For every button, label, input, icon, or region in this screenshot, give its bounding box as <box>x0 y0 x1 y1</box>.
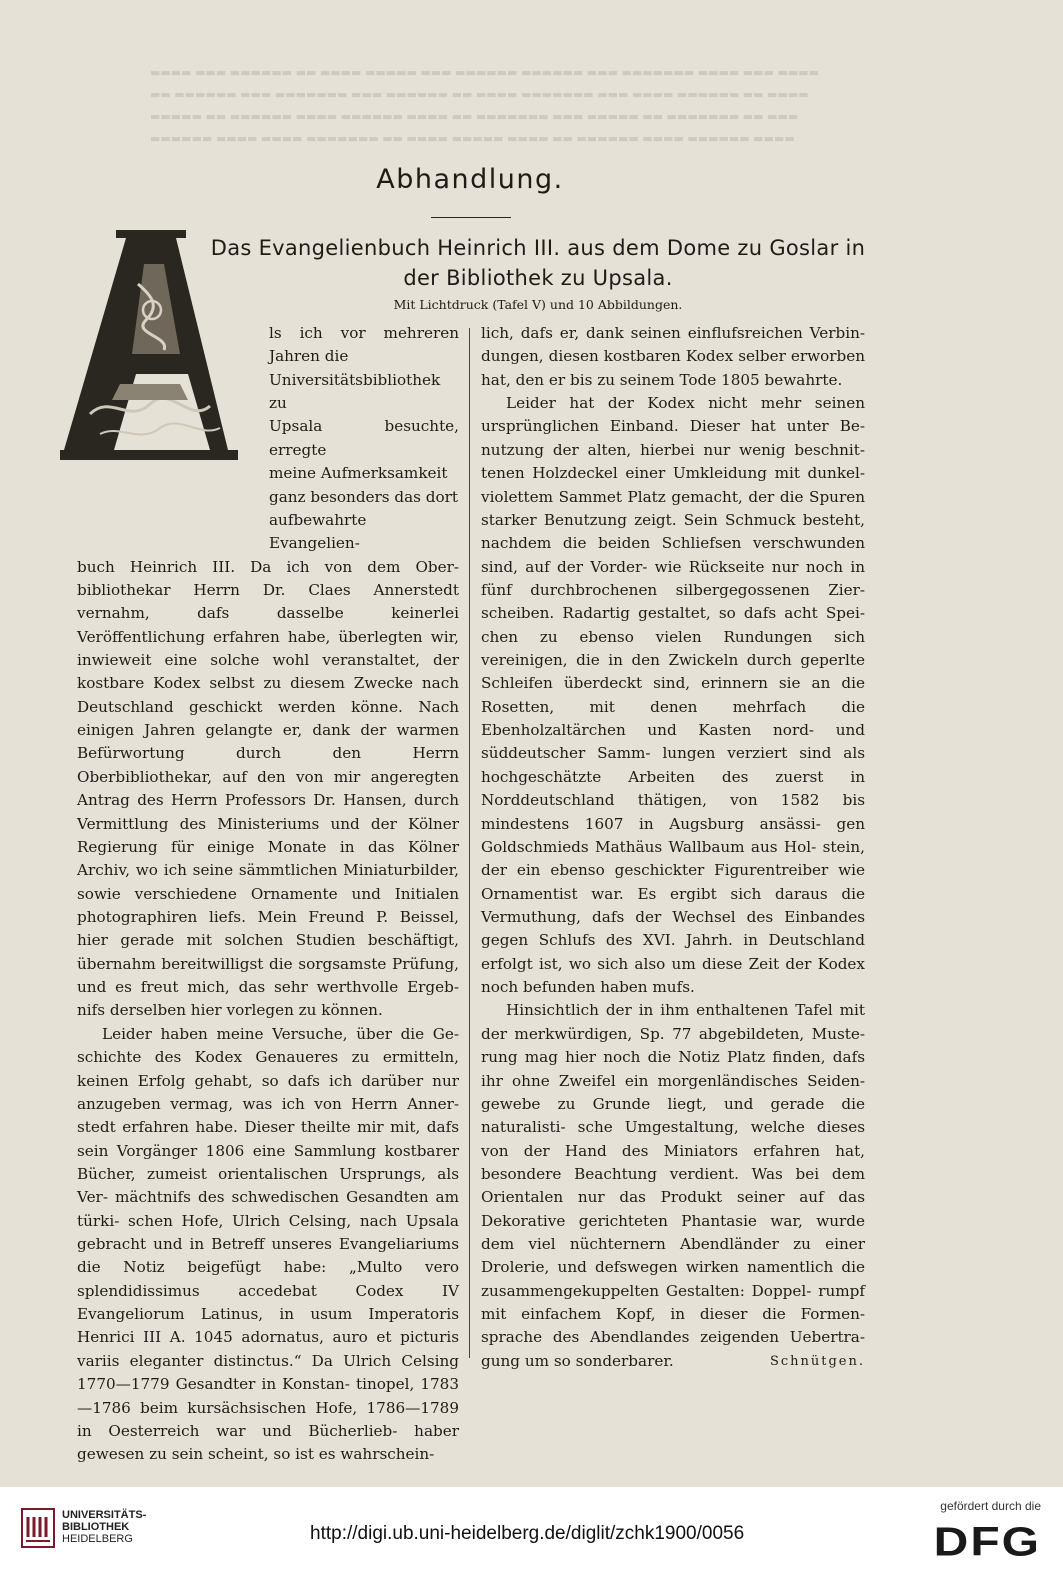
lead-line-6: aufbewahrte Evangelien- <box>269 510 367 553</box>
paragraph: lich, dafs er, dank seinen einflufsreichen Verbin- dungen, diesen kostbaren Kodex selber erworben hat, den er bis zu seinem Tode 1805 bewahrte. <box>481 324 865 389</box>
paragraph-text: Hinsichtlich der in ihm enthaltenen Tafel mit der merkwürdigen, Sp. 77 abgebildeten, Muste- rung mag hier noch die Notiz Platz finden, dafs ihr ohne Zweifel ein morgenländisches Seiden- gewebe zu Grunde liegt, und gerade die naturalisti- sche Umgestaltung, welche dieses von der Hand des Miniators erfahren hat, besondere Beachtung verdient. Was bei dem Orientalen nur das Produkt seiner auf das Dekorative gerichteten Phantasie war, wurde dem viel nüchternern Abendländer zu einer Drolerie, und defswegen wirken namentlich die zusammengekuppelten Gestalten: Doppel- rumpf mit einfachem Kopf, in dieser die Formen- sprache des Abendlandes zeigenden Uebertra- gung um so sonderbarer. <box>481 1001 865 1370</box>
library-line-3: HEIDELBERG <box>62 1533 133 1545</box>
paragraph <box>481 999 865 1373</box>
library-logo-icon <box>20 1507 56 1549</box>
article-title-line1: Das Evangelienbuch Heinrich III. aus dem Dome zu Goslar in <box>210 236 866 260</box>
library-name <box>62 1509 146 1545</box>
article-title-line2: der Bibliothek zu Upsala. <box>403 266 673 290</box>
lead-line-1: ls ich vor mehreren Jahren die <box>269 324 459 366</box>
article-title <box>200 233 876 293</box>
illustration-note: Mit Lichtdruck (Tafel V) und 10 Abbildungen. <box>393 297 683 312</box>
lead-line-4: meine Aufmerksamkeit <box>269 464 448 483</box>
lead-line-3: Upsala besuchte, erregte <box>269 417 459 459</box>
library-line-1: UNIVERSITÄTS- <box>62 1509 147 1521</box>
column-divider <box>469 328 470 1358</box>
lead-line-5: ganz besonders das dort <box>269 487 459 506</box>
paragraph: buch Heinrich III. Da ich von dem Ober- bibliothekar Herrn Dr. Claes Annerstedt vernahm, dafs dasselbe keinerlei Veröffentlichung erfahren habe, überlegten wir, inwieweit eine solche wohl veranstaltet, der kostbare Kodex selbst zu diesem Zwecke nach Deutschland geschickt werden könne. Nach einigen Jahren gelangte er, dank der warmen Befürwortung durch den Herrn Oberbibliothekar, auf den von mir angeregten Antrag des Herrn Professors Dr. Hansen, durch Vermittlung des Ministeriums und der Kölner Regierung für einige Monate in das Kölner Archiv, wo ich seine sämmtlichen Miniaturbilder, sowie verschiedene Ornamente und Initialen photographiren liefs. Mein Freund P. Beissel, hier gerade mit solchen Studien beschäftigt, übernahm bereitwilligst die sorgsamste Prüfung, und es freut mich, das sehr werthvolle Ergeb- nifs derselben hier vorlegen zu können. <box>77 557 459 1020</box>
right-column <box>481 322 865 1373</box>
digitization-footer <box>0 1487 1063 1584</box>
library-line-2: BIBLIOTHEK <box>62 1521 130 1533</box>
title-rule <box>431 217 511 218</box>
show-through-text: ▬▬▬▬ ▬▬▬ ▬▬▬▬▬▬ ▬▬ ▬▬▬▬ ▬▬▬▬▬ ▬▬▬ ▬▬▬▬▬▬ ▬▬▬▬▬▬ ▬▬▬ ▬▬▬▬▬▬▬ ▬▬▬▬ ▬▬▬ ▬▬▬▬ ▬▬ ▬▬▬▬▬▬ ▬▬▬ ▬▬▬▬▬▬▬ ▬▬▬ ▬▬▬▬▬▬ ▬▬ ▬▬▬▬ ▬▬▬▬▬▬▬ ▬▬▬ ▬▬▬▬ ▬▬▬▬▬▬ ▬▬ ▬▬▬▬ ▬▬▬▬▬ ▬▬ ▬▬▬▬▬▬ ▬▬▬▬ ▬▬▬▬▬▬ ▬▬▬▬ ▬▬ ▬▬▬▬▬▬▬ ▬▬▬ ▬▬▬▬▬ ▬▬ ▬▬▬▬▬▬▬ ▬▬ ▬▬▬ ▬▬▬▬▬▬ ▬▬▬▬ ▬▬▬▬ ▬▬▬▬▬▬▬ ▬▬ ▬▬▬▬ ▬▬▬▬▬ ▬▬▬▬ ▬▬ ▬▬▬▬▬▬ ▬▬▬▬ ▬▬▬▬▬▬ ▬▬▬▬ <box>150 66 820 145</box>
paragraph: Leider haben meine Versuche, über die Ge- schichte des Kodex Genaueres zu ermitteln, keinen Erfolg gehabt, so dafs ich darüber nur anzugeben vermag, was ich von Herrn Anner- stedt erfahren habe. Dieser theilte mir mit, dafs sein Vorgänger 1806 eine Sammlung kostbarer Bücher, zumeist orientalischen Ursprungs, als Ver- mächtnifs des schwedischen Gesandten am türki- schen Hofe, Ulrich Celsing, nach Upsala gebracht und in Betreff unseres Evangeliariums die Notiz beigefügt habe: „Multo vero splendidissimus accedebat Codex IV Evangeliorum Latinus, in usum Imperatoris Henrici III A. 1045 adornatus, auro et picturis variis eleganter distinctus.“ Da Ulrich Celsing 1770—1779 Gesandter in Konstan- tinopel, 1783—1786 beim kursächsischen Hofe, 1786—1789 in Oesterreich war und Bücherlieb- haber gewesen zu sein scheint, so ist es wahrschein- <box>77 1024 459 1464</box>
author-signature: Schnütgen. <box>769 1353 865 1369</box>
section-title: Abhandlung. <box>376 164 564 195</box>
paragraph: Leider hat der Kodex nicht mehr seinen ursprünglichen Einband. Dieser hat unter Be- nutzung der alten, hierbei nur wenig beschnit- tenen Holzdeckel einer Umkleidung mit dunkel- violettem Sammet Platz gemacht, der die Spuren starker Benutzung zeigt. Sein Schmuck besteht, nachdem die beiden Schliefsen verschwunden sind, auf der Vorder- wie Rückseite nur noch in fünf durchbrochenen silbergegossenen Zier- scheiben. Radartig gestaltet, so dafs acht Spei- chen zu ebenso vielen Rundungen sich vereinigen, die in den Zwickeln durch geperlte Schleifen überdeckt sind, erinnern sie an die Rosetten, mit denen mehrfach die Ebenholzaltärchen und Kasten nord- und süddeutscher Samm- lungen verziert sind als hochgeschätzte Arbeiten des zuerst in Norddeutschland thätigen, von 1582 bis mindestens 1607 in Augsburg ansässi- gen Goldschmieds Mathäus Wallbaum aus Hol- stein, der ein ebenso geschickter Figurentreiber wie Ornamentist war. Es ergibt sich daraus die Vermuthung, dafs der Wechsel des Einbandes gegen Schlufs des XVI. Jahrh. in Deutschland erfolgt ist, wo sich also um diese Zeit der Kodex noch befunden haben mufs. <box>481 394 865 997</box>
permalink-url[interactable]: http://digi.ub.uni-heidelberg.de/diglit/zchk1900/0056 <box>310 1523 745 1544</box>
left-column <box>77 322 459 1467</box>
funding-label: gefördert durch die <box>940 1499 1041 1513</box>
lead-line-2: Universitätsbibliothek zu <box>269 370 441 413</box>
dfg-logo: DFG <box>933 1519 1041 1565</box>
